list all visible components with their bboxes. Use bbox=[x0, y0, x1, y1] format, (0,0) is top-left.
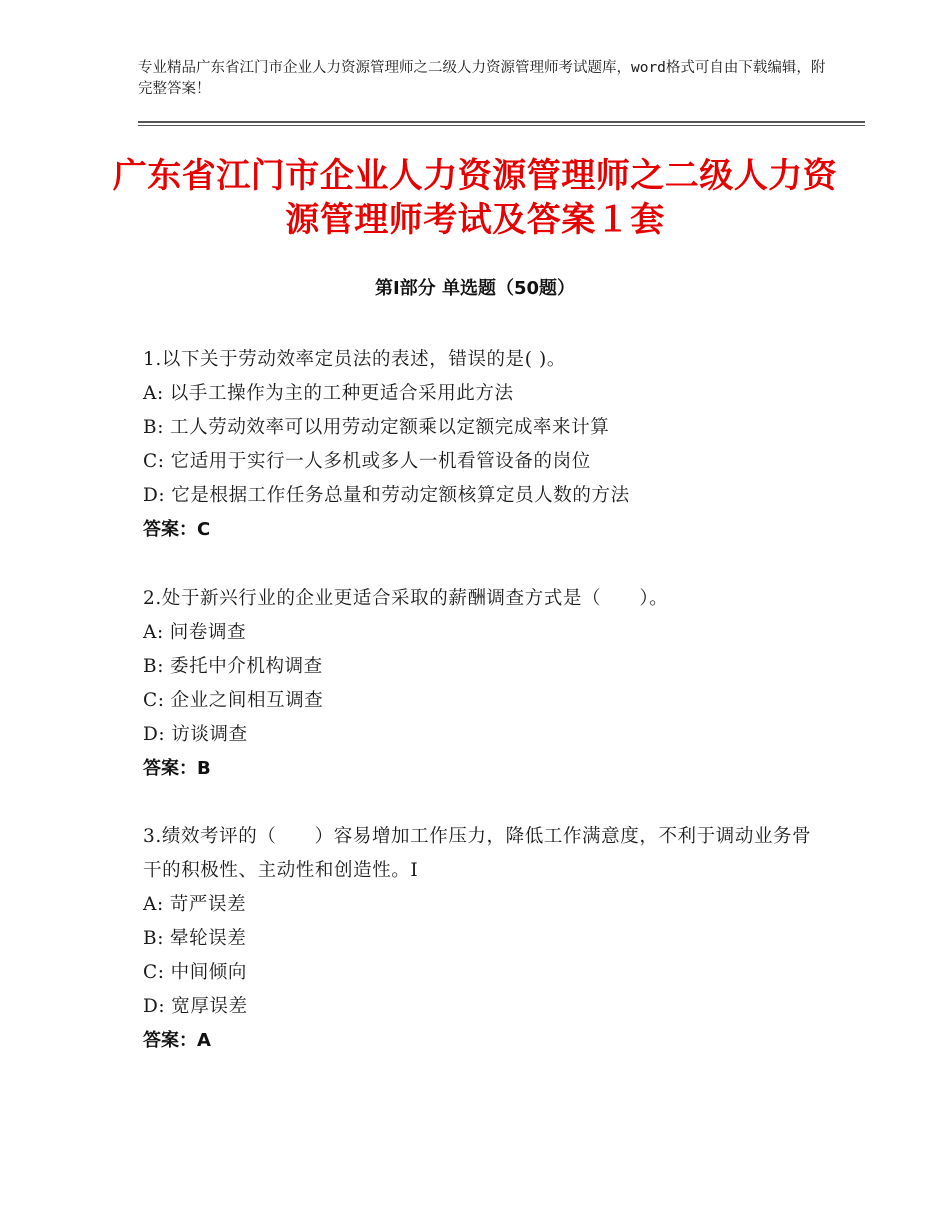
option-a bbox=[143, 888, 823, 922]
option-text: 它适用于实行一人多机或多人一机看管设备的岗位 bbox=[170, 451, 591, 472]
option-text: 宽厚误差 bbox=[171, 996, 248, 1017]
option-text: 企业之间相互调查 bbox=[170, 690, 324, 711]
option-text: 访谈调查 bbox=[171, 724, 248, 745]
option-label: C: bbox=[143, 690, 165, 711]
option-d bbox=[143, 718, 823, 752]
option-label: D: bbox=[143, 996, 166, 1017]
option-label: B: bbox=[143, 656, 165, 677]
option-a bbox=[143, 377, 823, 411]
question-stem: 2.处于新兴行业的企业更适合采取的薪酬调查方式是（ ）。 bbox=[143, 588, 669, 609]
question-2 bbox=[143, 582, 823, 786]
question-3 bbox=[143, 820, 823, 1058]
option-a bbox=[143, 616, 823, 650]
option-text: 它是根据工作任务总量和劳动定额核算定员人数的方法 bbox=[171, 485, 630, 506]
option-d bbox=[143, 990, 823, 1024]
header-note: 专业精品广东省江门市企业人力资源管理师之二级人力资源管理师考试题库，word格式可自由下载编辑，附完整答案！ bbox=[138, 60, 826, 97]
option-label: A: bbox=[143, 894, 164, 915]
option-label: B: bbox=[143, 928, 165, 949]
option-text: 苛严误差 bbox=[169, 894, 247, 915]
answer: 答案：C bbox=[143, 519, 211, 540]
option-c bbox=[143, 684, 823, 718]
option-label: D: bbox=[143, 485, 166, 506]
option-b bbox=[143, 650, 823, 684]
question-1 bbox=[143, 343, 823, 547]
question-stem: 1.以下关于劳动效率定员法的表述，错误的是( )。 bbox=[143, 349, 566, 370]
question-stem: 3.绩效考评的（ ）容易增加工作压力，降低工作满意度，不利于调动业务骨干的积极性、主动性和创造性。I bbox=[143, 826, 812, 881]
option-b bbox=[143, 922, 823, 956]
option-text: 问卷调查 bbox=[169, 622, 247, 643]
document-title: 广东省江门市企业人力资源管理师之二级人力资源管理师考试及答案１套 bbox=[112, 156, 838, 240]
option-label: A: bbox=[143, 622, 164, 643]
answer: 答案：A bbox=[143, 1030, 211, 1051]
option-text: 委托中介机构调查 bbox=[170, 656, 323, 677]
header-rule-thin bbox=[138, 125, 865, 126]
option-text: 工人劳动效率可以用劳动定额乘以定额完成率来计算 bbox=[170, 417, 610, 438]
option-label: D: bbox=[143, 724, 166, 745]
option-c bbox=[143, 956, 823, 990]
option-label: C: bbox=[143, 962, 165, 983]
option-label: B: bbox=[143, 417, 165, 438]
header-rule-thick bbox=[138, 121, 865, 123]
option-label: C: bbox=[143, 451, 165, 472]
option-label: A: bbox=[143, 383, 164, 404]
section-title: 第Ⅰ部分 单选题（50题） bbox=[374, 278, 575, 299]
option-c bbox=[143, 445, 823, 479]
option-text: 以手工操作为主的工种更适合采用此方法 bbox=[169, 383, 514, 404]
option-text: 晕轮误差 bbox=[170, 928, 247, 949]
answer: 答案：B bbox=[143, 758, 211, 779]
option-text: 中间倾向 bbox=[170, 962, 247, 983]
option-b bbox=[143, 411, 823, 445]
option-d bbox=[143, 479, 823, 513]
